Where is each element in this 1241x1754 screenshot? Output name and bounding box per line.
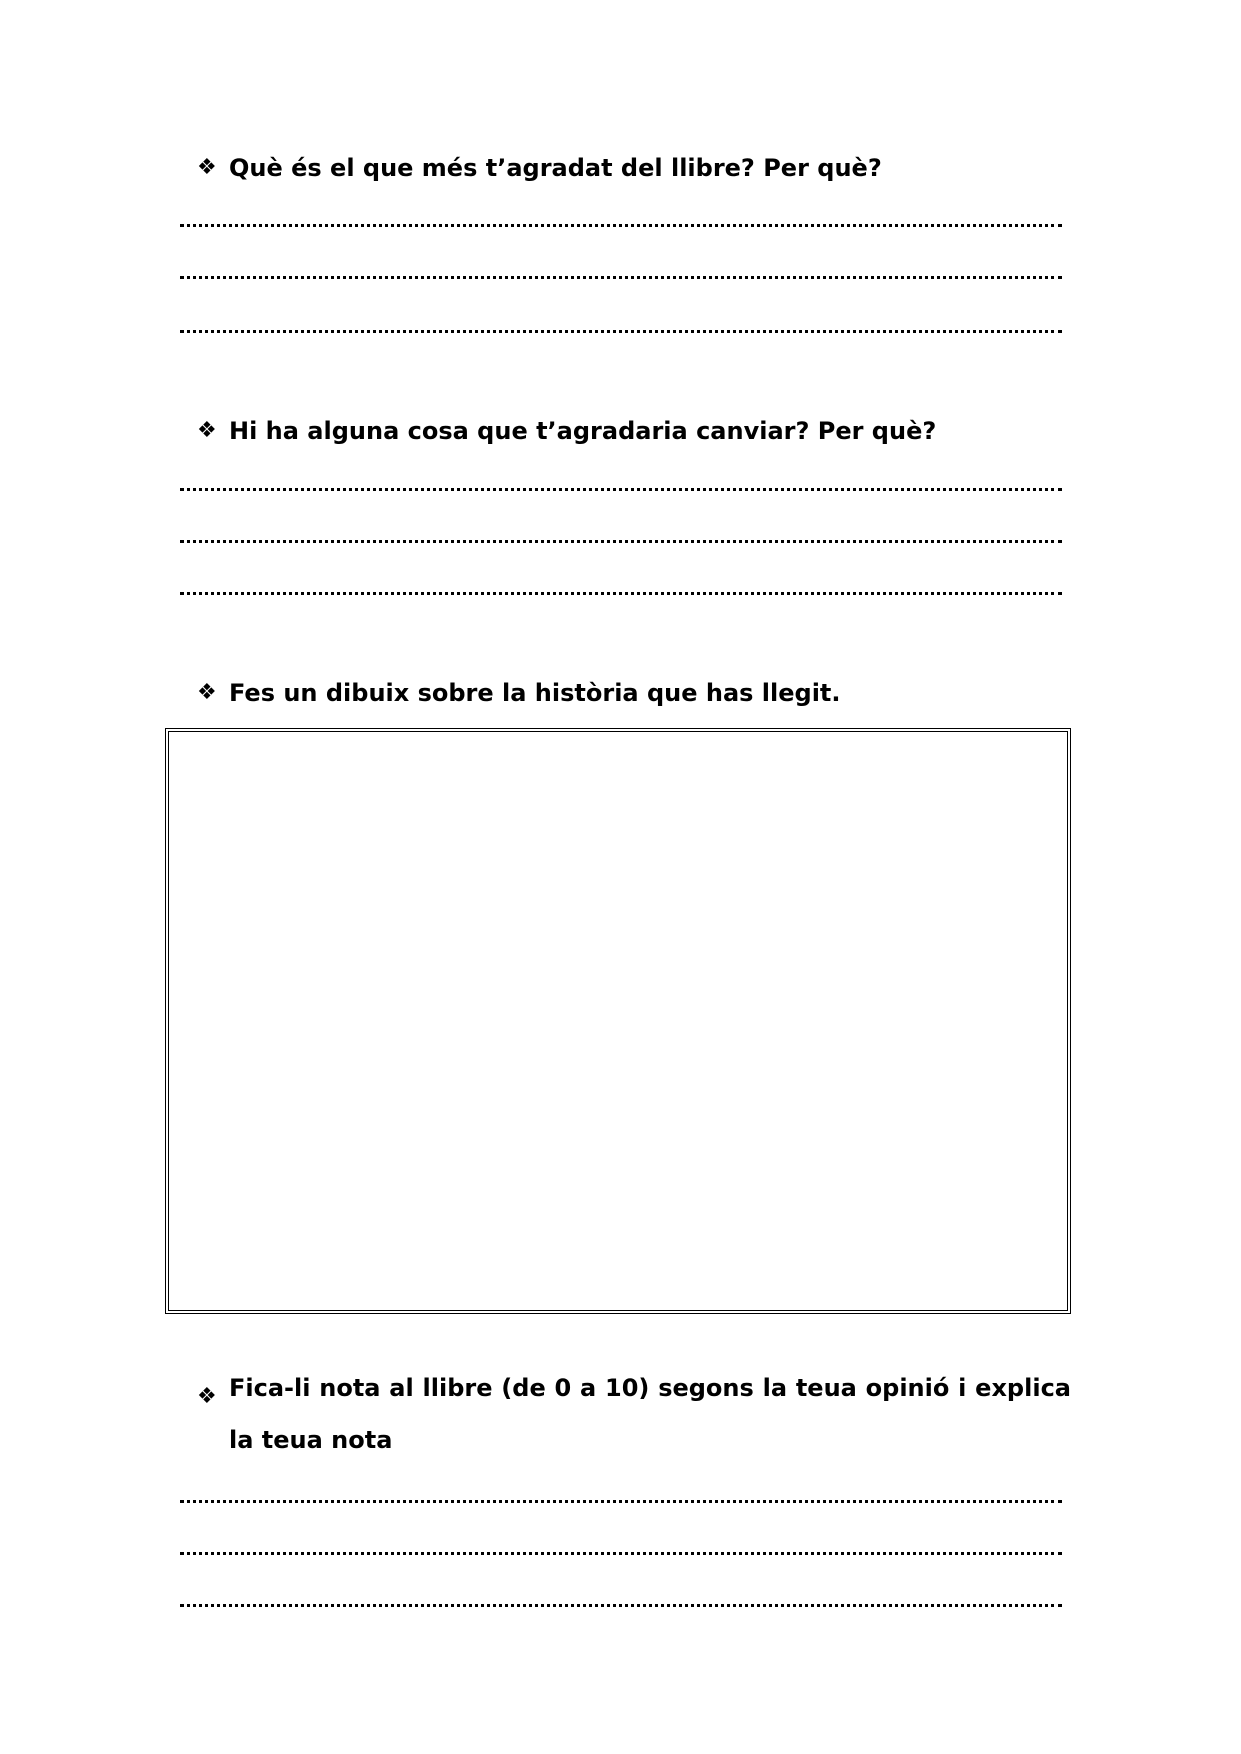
diamond-bullet-icon: ❖ xyxy=(197,418,217,443)
diamond-bullet-icon: ❖ xyxy=(197,680,217,705)
question-4 xyxy=(197,1362,1071,1466)
question-1 xyxy=(197,151,882,185)
answer-line-1-1[interactable] xyxy=(180,224,1062,227)
question-3-text: Fes un dibuix sobre la història que has llegit. xyxy=(229,679,841,707)
answer-line-4-3[interactable] xyxy=(180,1604,1062,1607)
drawing-box[interactable] xyxy=(165,728,1071,1314)
answer-line-2-2[interactable] xyxy=(180,540,1062,543)
question-4-text: Fica-li nota al llibre (de 0 a 10) segons la teua opinió i explica la teua nota xyxy=(229,1374,1071,1454)
answer-line-2-3[interactable] xyxy=(180,592,1062,595)
question-1-text: Què és el que més t’agradat del llibre? Per què? xyxy=(229,154,882,182)
answer-line-4-1[interactable] xyxy=(180,1500,1062,1503)
diamond-bullet-icon: ❖ xyxy=(197,1384,217,1409)
answer-line-1-3[interactable] xyxy=(180,330,1062,333)
diamond-bullet-icon: ❖ xyxy=(197,155,217,180)
answer-line-4-2[interactable] xyxy=(180,1552,1062,1555)
question-2 xyxy=(197,414,937,448)
question-3 xyxy=(197,676,841,710)
question-2-text: Hi ha alguna cosa que t’agradaria canviar? Per què? xyxy=(229,417,937,445)
answer-line-2-1[interactable] xyxy=(180,488,1062,491)
answer-line-1-2[interactable] xyxy=(180,276,1062,279)
